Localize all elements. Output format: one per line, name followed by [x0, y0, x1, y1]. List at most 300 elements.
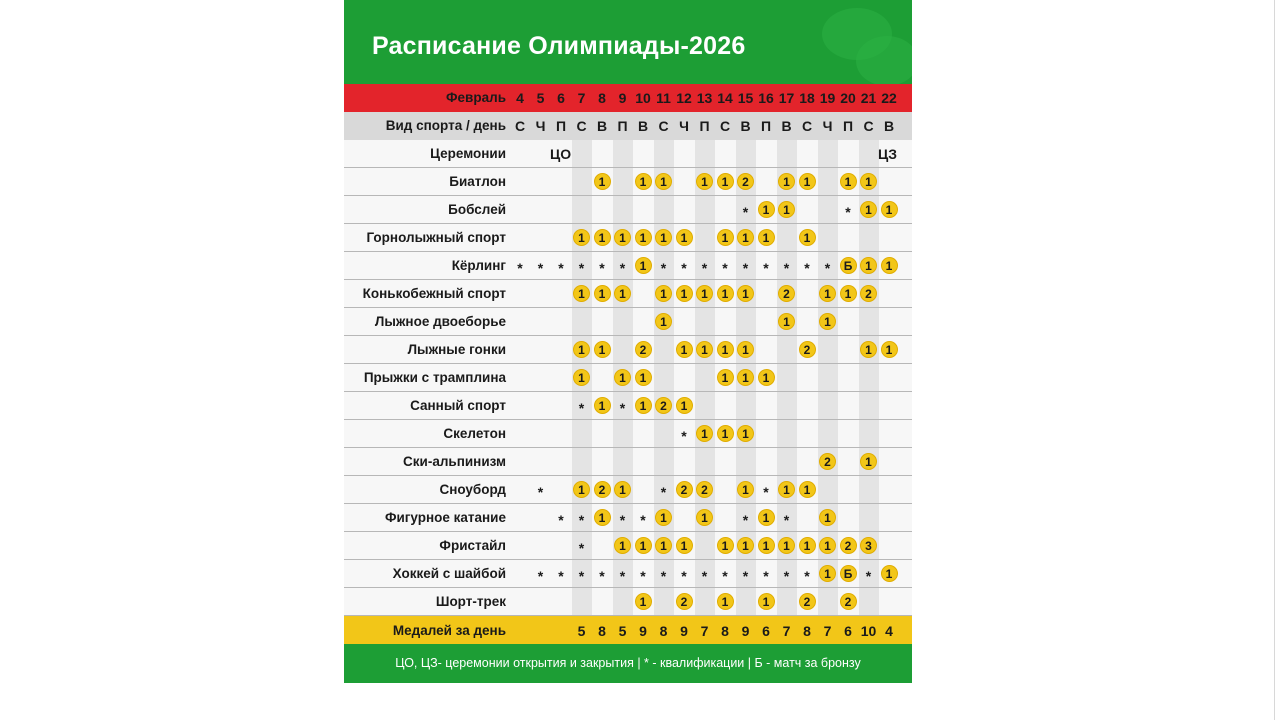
day-value: С — [514, 118, 526, 134]
empty-day-cell — [633, 420, 653, 447]
day-cell — [654, 616, 674, 646]
empty-day-cell — [531, 588, 551, 615]
day-value: 21 — [860, 90, 877, 106]
day-cell — [756, 112, 776, 140]
qualification-cell — [797, 252, 817, 279]
qualification-mark: * — [537, 567, 544, 584]
empty-day-cell — [531, 392, 551, 419]
medal-count: 2 — [676, 481, 693, 498]
day-cell — [654, 112, 674, 140]
day-cell — [592, 84, 612, 112]
day-cell — [797, 616, 817, 646]
medal-event-cell — [572, 476, 592, 503]
medal-count: 1 — [881, 565, 898, 582]
medal-event-cell — [777, 196, 797, 223]
day-cell — [531, 112, 551, 140]
empty-day-cell — [879, 420, 899, 447]
empty-day-cell — [531, 616, 551, 646]
qualification-mark: * — [681, 259, 687, 276]
empty-day-cell — [592, 196, 612, 223]
medal-event-cell — [736, 364, 756, 391]
qualification-mark: * — [865, 567, 872, 584]
empty-day-cell — [756, 336, 776, 363]
day-value: 8 — [803, 623, 811, 639]
medal-count: 1 — [594, 397, 611, 414]
qualification-cell — [777, 252, 797, 279]
day-value: В — [596, 118, 608, 134]
medal-count: 2 — [778, 285, 795, 302]
qualification-mark: * — [578, 511, 585, 528]
medal-count: 1 — [655, 285, 672, 302]
empty-day-cell — [510, 476, 530, 503]
qualification-cell — [695, 560, 715, 587]
empty-day-cell — [510, 588, 530, 615]
medal-count: 1 — [758, 369, 775, 386]
medal-event-cell — [818, 280, 838, 307]
qualification-mark: * — [619, 567, 626, 584]
qualification-cell — [818, 252, 838, 279]
empty-day-cell — [879, 448, 899, 475]
medal-event-cell — [777, 532, 797, 559]
medal-count: 1 — [594, 285, 611, 302]
empty-day-cell — [859, 364, 879, 391]
day-cell — [879, 84, 899, 112]
empty-day-cell — [531, 280, 551, 307]
empty-day-cell — [674, 308, 694, 335]
empty-day-cell — [510, 308, 530, 335]
qualification-cell — [510, 252, 530, 279]
day-value: 10 — [635, 90, 651, 106]
qualification-mark: * — [619, 259, 626, 276]
medal-event-cell — [572, 280, 592, 307]
empty-day-cell — [715, 476, 735, 503]
empty-day-cell — [674, 168, 694, 195]
qualification-cell — [572, 252, 592, 279]
qualification-mark: * — [722, 567, 728, 584]
medal-event-cell — [592, 392, 612, 419]
qualification-mark: * — [804, 567, 810, 584]
day-value: 9 — [741, 623, 750, 639]
day-value: 22 — [881, 90, 897, 106]
day-value: Ч — [822, 118, 833, 134]
qualification-cell — [531, 476, 551, 503]
qualification-cell — [531, 252, 551, 279]
medal-event-cell — [654, 392, 674, 419]
medal-count: 1 — [819, 565, 836, 582]
empty-day-cell — [695, 140, 715, 167]
medal-count: 2 — [635, 341, 652, 358]
qualification-cell — [654, 476, 674, 503]
empty-day-cell — [633, 476, 653, 503]
empty-day-cell — [551, 588, 571, 615]
medals-per-day-row — [344, 616, 912, 646]
medal-event-cell — [613, 532, 633, 559]
day-value: В — [883, 118, 895, 134]
medal-count: 1 — [758, 509, 775, 526]
medal-event-cell — [674, 532, 694, 559]
medal-event-cell — [695, 420, 715, 447]
medal-count: 1 — [614, 369, 631, 386]
medal-event-cell — [797, 224, 817, 251]
day-value: 9 — [680, 623, 688, 639]
medal-count: Б — [840, 565, 857, 582]
qualification-mark: * — [537, 483, 544, 500]
sport-name: Бобслей — [448, 202, 506, 217]
day-cell — [674, 112, 694, 140]
medal-count: 2 — [860, 285, 877, 302]
qualification-cell — [756, 560, 776, 587]
day-value: 14 — [717, 90, 733, 106]
empty-day-cell — [572, 168, 592, 195]
sport-row — [344, 280, 912, 308]
medal-event-cell — [592, 280, 612, 307]
medal-count: 1 — [696, 341, 713, 358]
medal-count: 2 — [799, 593, 816, 610]
medal-event-cell — [654, 280, 674, 307]
qualification-mark: * — [763, 483, 769, 500]
empty-day-cell — [613, 448, 633, 475]
empty-day-cell — [531, 532, 551, 559]
sport-row — [344, 336, 912, 364]
day-value: 12 — [676, 90, 692, 106]
qualification-mark: * — [681, 567, 687, 584]
medal-event-cell — [859, 168, 879, 195]
empty-day-cell — [510, 168, 530, 195]
empty-day-cell — [818, 168, 838, 195]
qualification-cell — [592, 252, 612, 279]
day-cell — [551, 84, 571, 112]
day-value: 13 — [696, 90, 713, 106]
day-value: 19 — [819, 90, 836, 106]
empty-day-cell — [879, 532, 899, 559]
empty-day-cell — [510, 224, 530, 251]
medal-count: 1 — [614, 481, 631, 498]
empty-day-cell — [859, 392, 879, 419]
medal-count: Б — [840, 257, 857, 274]
medal-count: 1 — [881, 201, 898, 218]
qualification-mark: * — [558, 259, 564, 276]
medal-event-cell — [736, 280, 756, 307]
medal-count: 1 — [696, 173, 713, 190]
medal-count: 1 — [860, 201, 877, 218]
day-value: 11 — [656, 90, 671, 106]
weekday-label: Вид спорта / день — [385, 118, 506, 133]
empty-day-cell — [633, 448, 653, 475]
day-cell — [879, 616, 899, 646]
empty-day-cell — [551, 448, 571, 475]
medal-event-cell — [613, 280, 633, 307]
sport-row — [344, 532, 912, 560]
medal-count: 1 — [655, 173, 672, 190]
medal-count: 1 — [696, 285, 713, 302]
sport-row — [344, 364, 912, 392]
medal-count: 1 — [860, 341, 877, 358]
day-value: 6 — [762, 623, 770, 639]
day-value: 10 — [860, 623, 877, 639]
medal-count: 1 — [717, 285, 734, 302]
day-cell — [777, 84, 797, 112]
empty-day-cell — [531, 224, 551, 251]
empty-day-cell — [531, 168, 551, 195]
empty-day-cell — [859, 420, 879, 447]
day-cell — [674, 616, 694, 646]
medal-event-cell — [674, 392, 694, 419]
empty-day-cell — [777, 420, 797, 447]
medal-count: 2 — [655, 397, 672, 414]
day-value: Ч — [535, 118, 546, 134]
empty-day-cell — [695, 392, 715, 419]
day-value: 4 — [516, 90, 524, 106]
medal-count: 2 — [840, 593, 857, 610]
empty-day-cell — [879, 224, 899, 251]
empty-day-cell — [859, 588, 879, 615]
day-cell — [510, 84, 530, 112]
medal-count: 1 — [655, 313, 672, 330]
empty-day-cell — [695, 588, 715, 615]
sport-row — [344, 196, 912, 224]
empty-day-cell — [695, 448, 715, 475]
qualification-cell — [859, 560, 879, 587]
day-cell — [736, 112, 756, 140]
empty-day-cell — [633, 280, 653, 307]
day-cell — [531, 84, 551, 112]
medal-event-cell — [613, 224, 633, 251]
medal-event-cell — [674, 224, 694, 251]
empty-day-cell — [531, 504, 551, 531]
medal-event-cell — [633, 364, 653, 391]
qualification-cell — [756, 252, 776, 279]
empty-day-cell — [879, 588, 899, 615]
empty-day-cell — [838, 336, 858, 363]
medal-event-cell — [777, 168, 797, 195]
empty-day-cell — [777, 224, 797, 251]
medal-count: 1 — [819, 509, 836, 526]
medal-count: 1 — [717, 341, 734, 358]
empty-day-cell — [797, 420, 817, 447]
day-cell — [551, 112, 571, 140]
day-cell — [818, 84, 838, 112]
qualification-mark: * — [742, 567, 749, 584]
sport-name: Биатлон — [449, 174, 506, 189]
medal-count: 1 — [573, 229, 590, 246]
medal-count: 1 — [635, 369, 652, 386]
day-cell — [572, 84, 592, 112]
medal-count: 1 — [799, 229, 816, 246]
sport-row — [344, 252, 912, 280]
medal-count: 1 — [573, 285, 590, 302]
ceremonies-label: Церемонии — [430, 146, 506, 161]
empty-day-cell — [838, 364, 858, 391]
empty-day-cell — [879, 364, 899, 391]
empty-day-cell — [613, 588, 633, 615]
medal-event-cell — [592, 504, 612, 531]
medal-event-cell — [736, 532, 756, 559]
medal-count: 1 — [573, 481, 590, 498]
empty-day-cell — [654, 448, 674, 475]
qualification-cell — [654, 252, 674, 279]
sport-row — [344, 504, 912, 532]
medal-count: 1 — [758, 537, 775, 554]
medal-event-cell — [592, 476, 612, 503]
empty-day-cell — [551, 336, 571, 363]
medal-count: 1 — [860, 257, 877, 274]
medal-count: 1 — [778, 173, 795, 190]
empty-day-cell — [695, 196, 715, 223]
day-cell — [613, 616, 633, 646]
sport-row — [344, 476, 912, 504]
empty-day-cell — [818, 420, 838, 447]
empty-day-cell — [715, 308, 735, 335]
qualification-mark: * — [701, 259, 708, 276]
medal-event-cell — [818, 308, 838, 335]
empty-day-cell — [510, 364, 530, 391]
qualification-mark: * — [701, 567, 708, 584]
day-cell — [592, 112, 612, 140]
qualification-mark: * — [763, 259, 769, 276]
sport-name: Хоккей с шайбой — [392, 566, 506, 581]
empty-day-cell — [510, 532, 530, 559]
qualification-cell — [715, 560, 735, 587]
qualification-mark: * — [722, 259, 728, 276]
day-cell — [613, 112, 633, 140]
empty-day-cell — [551, 364, 571, 391]
day-value: С — [863, 118, 874, 134]
medal-count: 1 — [758, 593, 775, 610]
legend-footer: ЦО, ЦЗ- церемонии открытия и закрытия | * - квалификации | Б - матч за бронзу — [344, 644, 912, 683]
qualification-cell — [633, 560, 653, 587]
empty-day-cell — [531, 420, 551, 447]
day-cell — [613, 84, 633, 112]
medal-count: 1 — [635, 257, 652, 274]
empty-day-cell — [756, 168, 776, 195]
qualification-mark: * — [578, 567, 585, 584]
medal-count: 2 — [676, 593, 693, 610]
medal-event-cell — [818, 504, 838, 531]
medal-count: 2 — [840, 537, 857, 554]
qualification-mark: * — [742, 203, 749, 220]
qualification-mark: * — [558, 511, 564, 528]
empty-day-cell — [797, 364, 817, 391]
empty-day-cell — [777, 140, 797, 167]
empty-day-cell — [695, 364, 715, 391]
medal-count: 1 — [717, 537, 734, 554]
medal-count: 1 — [799, 173, 816, 190]
day-value: В — [781, 118, 792, 134]
sport-name: Фристайл — [439, 538, 506, 553]
medal-event-cell — [736, 168, 756, 195]
empty-day-cell — [818, 476, 838, 503]
medal-count: 1 — [594, 509, 611, 526]
empty-day-cell — [879, 476, 899, 503]
medal-event-cell — [715, 588, 735, 615]
medal-event-cell — [838, 560, 858, 587]
sport-row — [344, 588, 912, 616]
empty-day-cell — [859, 140, 879, 167]
empty-day-cell — [756, 280, 776, 307]
day-cell — [879, 112, 899, 140]
qualification-mark: * — [517, 259, 523, 276]
empty-day-cell — [654, 140, 674, 167]
medal-event-cell — [736, 336, 756, 363]
decorative-blob — [856, 36, 912, 84]
medal-count: 1 — [635, 397, 652, 414]
weekday-row — [344, 112, 912, 140]
medal-event-cell — [654, 308, 674, 335]
empty-day-cell — [736, 308, 756, 335]
empty-day-cell — [654, 336, 674, 363]
qualification-cell — [572, 392, 592, 419]
day-cell — [674, 84, 694, 112]
medal-event-cell — [756, 588, 776, 615]
medal-count: 1 — [717, 173, 734, 190]
day-value: С — [658, 118, 669, 134]
day-value: П — [699, 118, 710, 134]
qualification-mark: * — [742, 259, 749, 276]
empty-day-cell — [797, 392, 817, 419]
day-cell — [510, 112, 530, 140]
medal-count: 1 — [737, 481, 754, 498]
medal-count: 1 — [594, 341, 611, 358]
sport-name: Кёрлинг — [451, 258, 506, 273]
medal-count: 1 — [737, 229, 754, 246]
medal-event-cell — [674, 588, 694, 615]
qualification-cell — [715, 252, 735, 279]
qualification-mark: * — [578, 399, 585, 416]
medal-event-cell — [838, 252, 858, 279]
qualification-cell — [551, 252, 571, 279]
medal-count: 1 — [737, 341, 754, 358]
empty-day-cell — [551, 308, 571, 335]
medal-count: 3 — [860, 537, 877, 554]
qualification-cell — [736, 504, 756, 531]
medal-event-cell — [818, 448, 838, 475]
day-cell — [838, 112, 858, 140]
empty-day-cell — [510, 392, 530, 419]
day-value: 7 — [823, 623, 832, 639]
sport-name: Лыжное двоеборье — [374, 314, 506, 329]
empty-day-cell — [797, 196, 817, 223]
qualification-cell — [592, 560, 612, 587]
day-cell — [736, 616, 756, 646]
medal-event-cell — [859, 448, 879, 475]
medal-event-cell — [715, 224, 735, 251]
empty-day-cell — [551, 224, 571, 251]
empty-day-cell — [838, 224, 858, 251]
medal-event-cell — [859, 196, 879, 223]
day-cell — [592, 616, 612, 646]
empty-day-cell — [654, 588, 674, 615]
medal-count: 1 — [737, 285, 754, 302]
empty-day-cell — [818, 140, 838, 167]
medal-event-cell — [797, 336, 817, 363]
empty-day-cell — [510, 196, 530, 223]
empty-day-cell — [592, 308, 612, 335]
medal-event-cell — [674, 280, 694, 307]
empty-day-cell — [674, 364, 694, 391]
empty-day-cell — [613, 196, 633, 223]
empty-day-cell — [756, 448, 776, 475]
day-value: 18 — [799, 90, 815, 106]
medal-event-cell — [633, 336, 653, 363]
empty-day-cell — [551, 280, 571, 307]
sport-row — [344, 392, 912, 420]
medal-event-cell — [859, 336, 879, 363]
medal-event-cell — [879, 336, 899, 363]
empty-day-cell — [859, 308, 879, 335]
day-value: 8 — [721, 623, 729, 639]
medal-event-cell — [715, 364, 735, 391]
medal-count: 1 — [655, 229, 672, 246]
